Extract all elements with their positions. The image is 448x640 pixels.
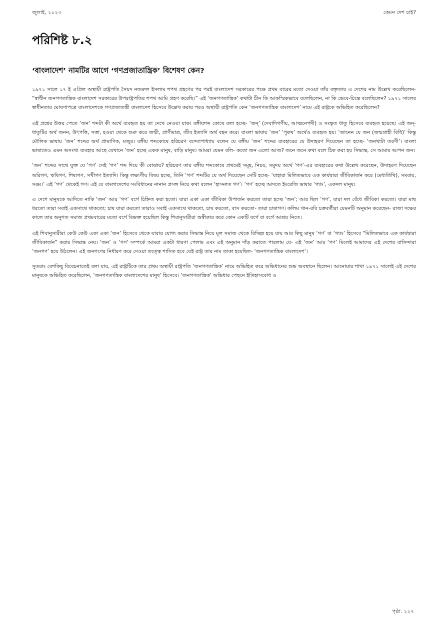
appendix-heading: পরিশিষ্ট ৮.২ [32, 33, 93, 47]
paragraph: ১৯৭১ সালে ১৭ ই এপ্রিল অস্থায়ী রাষ্ট্রপতি সৈয়দ নজরুল ইসলাম শপথ গ্রহণের পর পরই বাংলাদেশ সরকারের পক্ষে প্রথম বারের মতো দেওয়া তাঁর বক্তৃতায় এ দেশের নাম উল্লেখ করেছিলেন- “স্বাধীন জনগণতান্ত্রিক বাংলাদেশ সরকারের উপরাষ্ট্রপতির শপথ আমি গ্রহণ করেছি।” এই ‘জনগণতান্ত্রিক’ কথাটা চীন কি আকস্মিকভাবে বলেছিলেন, না কি ভেবে-চিন্তে বলেছিলেন? ১৯৭১ সালের স্বাধীনতার ঘোষণাপত্রে বাংলাদেশকে গণপ্রজাতন্ত্রী বাংলাদেশ হিসেবে উল্লেখ করার পরও অস্থায়ী রাষ্ট্রপতি কেন ‘জনগণতান্ত্রিক বাংলাদেশ’ নামে এই রাষ্ট্রকে অভিহিত করেছিলেন? [32, 87, 416, 112]
paragraph: এই প্রশ্নের উত্তর পেতে ‘জন’ শব্দটা কী অর্থে ব্যবহৃত হয় তা দেখে নেওয়া যাক। বঙ্গীয়শব্দ কোষে বলা হচ্ছে- ‘জন্’ (দেবাদিগণীয়, আত্মনেপদী) ও সংস্কৃত ধাতু হিসেবে ব্যবহৃত হয়েছে। এই জন্‌- ধাতুটির অর্থ জনন, উৎপত্তি, সত্তা, হওয়া থেকে শুরু করে জন্মী, প্রাণীমাত্র, জীব ইত্যাদি অর্থ বহন করে। বাংলা ভাষায় ‘জন’ ‘পুরুষ’ অর্থেও ব্যবহৃত হয়। ‘জানেন যে জন (জন্মগ্রাহী বিধি)’ কিন্তু মৌলিক ভাষায় ‘জন’ শব্দের অর্থ প্রামাণিক, মজুর। বঙ্গীয় শব্দকোষে হরিচরণ বন্দ্যোপাধ্যায় বলেন যে বঙ্গীয় ‘জন’ শব্দের ব্যবহারের যে উদাহরণ দিয়েছেন তা হচ্ছে- ‘জনখাটা তরণী’। বাংলা ভাষাতেও এমন অসংখ্য ব্যবহার আছে যেখানে ‘জন’ হচ্ছে একক মানুষ, বাড়ি মানুষ। আমরা যেমন বলি- কতো জন এলো আজ? জনে জনে কথা বলে ঠিক করা হয় সিদ্ধান্ত, সে আমার আপন জন। [32, 120, 416, 155]
header-title: কেমন দেশ চাই? [383, 10, 416, 16]
paragraph: সুতরাং বেশকিছু বিবেচনাতেই বলা যায়, এই রাষ্ট্রটিকে তার প্রথম অস্থায়ী রাষ্ট্রপতি ‘জনগণতান্ত্রিক’ নামে অভিহিত করে অভিধানের শুদ্ধ অবস্থানে ছিলেন। আনোয়ার শাখা ১৯৭১ সালেই এই দেশের মানুষকে অভিহিত করেছিলেন, ‘জনগণতান্ত্রিক বাংলাদেশের মানুষ’ হিসেবে। ‘জনগণতান্ত্রিক’ অভিধার পেছনে ইতিহাসবোধ ও [32, 264, 416, 280]
paragraph: এ দেশে মানুষকে আদিতে নাকি ‘জন’ আর ‘গণ’ বর্গে চিহ্নিত করা হতো। যারা একা একা জীবিকা উপার্জন করতো তারা হচ্ছে ‘জন’; আর ছিল ‘গণ’, যারা দল বেঁধে জীবিকা করতো। যারা মাছ ধরতো তারা সবাই একসাথে থাকতো; চাষ যারা করতো তারাও সবাই একসাথে থাকতো, চাষ করতো, বাস করতো- তারা চাষাগণ। কলিম খান-রবি চক্রবর্তীরা যেমনটি অনুমান করেছেন- রাজা দক্ষের কালে তার অনুগত সমাজ প্রথমবারের মতো বর্গে বিভক্ত হয়েছিল কিন্তু শিবানুসারীরা অস্বীকার করে কোন একটি বর্গে বা বর্গে আশ্রয় নিতে। [32, 197, 416, 222]
section-question-title: ‘বাংলাদেশ’ নামটির আগে ‘গণপ্রজাতান্ত্রিক’ বিশেষণ কেন? [32, 66, 205, 75]
body-text [32, 86, 416, 288]
paragraph: এই শিবানুসারীরা কেউ কেউ একা একা ‘জন’ হিসেবে থেকে যাবার যোগ্য করার সিদ্ধান্ত নিয়ে মূল সমাজ থেকে বিচ্ছিন্ন হয়ে যায় আর কিছু মানুষ ‘গণ’ বা ‘গ্যাং’ হিসেবে “মিলিতভাবে এক কার্যদ্বারা জীবিকার্জন” করার সিদ্ধান্ত নেয়। ‘জন’ ও ‘গণ’ সম্পর্কে আমরা একটা ধারণা পেলাম এবং এই অনুমান দাঁড় করাতে পারলাম যে- এই ‘জন’ আর ‘গণ’ মিলেই আমাদের এই দেশের বাসিন্দারা ‘জনগণ’ হয়ে উঠলেন। এই জনগণের নির্ধারণ করে দেওয়া তত্ত্বে শাসিত হবে যেই রাষ্ট্র তার নাম তাকা হয়েছিল- ‘জনগণতান্ত্রিক বাংলাদেশ’। [32, 230, 416, 256]
paragraph: ‘জন’ শব্দের সাথে যুক্ত যে ‘গণ’ সেই ‘গণ’ শব্দ দিয়ে কী বোঝায়? হরিচরণ তার বঙ্গীয় শব্দকোষে প্রথমেই সমূহ, নিচয়, সমুদয় অর্থে ‘গণ’-এর ব্যবহারের কথা উল্লেখ করেছেন, উদাহরণ দিয়েছেন অরিগণ, ঋষিগণ, শিষ্যগণ, সখীগণ ইত্যাদি। কিন্তু লক্ষ্যণীয় বিষয় হচ্ছে, তিনি ‘গণ’ শব্দটির যে অর্থ দিয়েছেন সেটি হচ্ছে- ‘যাহারা মিলিতভাবে এক কার্যদ্বারা জীবিকার্জন করে (মেধার্তিথি), সমবায়, সঙ্ঘ।’ এই ‘গণ’ থেকেই গণ। এই যে বাংলাদেশের সংবিধানের নানান প্রসঙ্গ নিয়ে কথা বলেন ‘হাসনাত গণ’। ‘গণ’ হচ্ছে আদতে ইংরেজি ভাষার ‘গ্যাং’, একদল মানুষ। [32, 163, 416, 188]
page-number: পৃষ্ঠা. ২২৭ [392, 609, 414, 615]
header-date: জুলাই, ২০২৩ [32, 10, 62, 16]
running-header [32, 10, 416, 18]
